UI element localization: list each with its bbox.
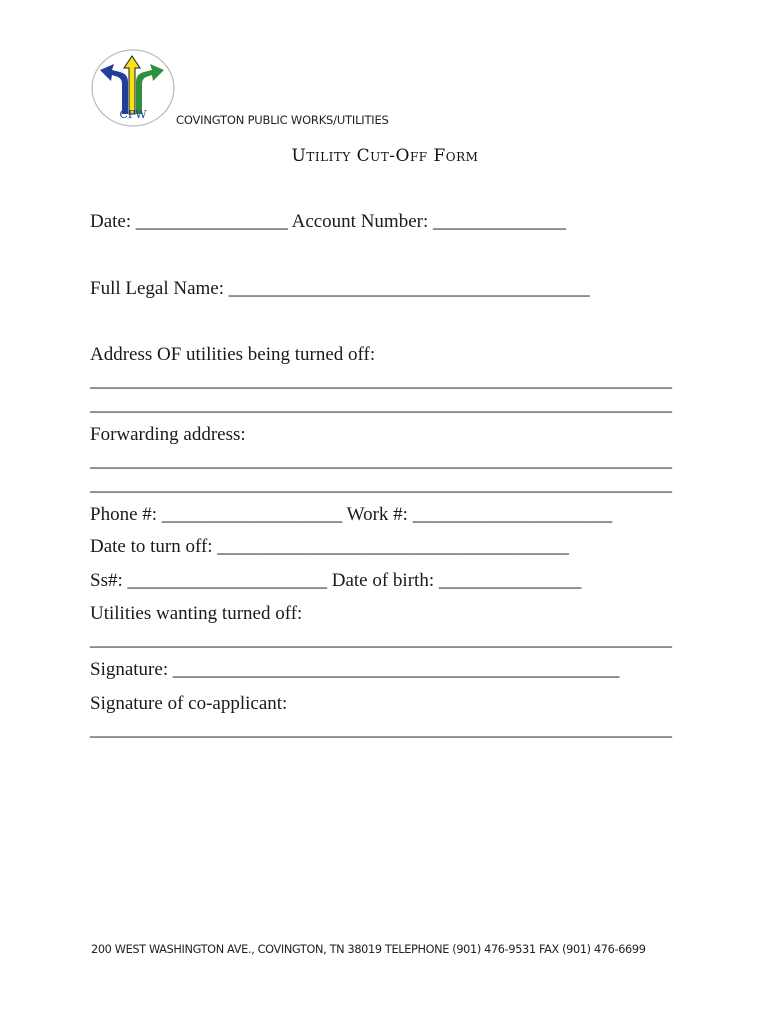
coapplicant-label: Signature of co-applicant: bbox=[90, 693, 288, 714]
ss-dob-line[interactable]: Ss#: _____________________ Date of birth: _______________ bbox=[90, 570, 582, 591]
date-to-turn-off-line[interactable]: Date to turn off: _____________________________________ bbox=[90, 536, 569, 557]
utilities-label: Utilities wanting turned off: bbox=[90, 603, 303, 624]
address-label: Address OF utilities being turned off: bbox=[90, 344, 376, 365]
footer-address: 200 WEST WASHINGTON AVE., COVINGTON, TN 38019 TELEPHONE (901) 476-9531 FAX (901) 476-6699 bbox=[91, 943, 646, 956]
full-legal-name-line[interactable]: Full Legal Name: ______________________________________ bbox=[90, 278, 590, 299]
address-blank-1[interactable]: ______________________________________________________________ bbox=[90, 370, 672, 391]
date-account-line[interactable]: Date: ________________ Account Number: ______________ bbox=[90, 211, 567, 232]
phone-work-line[interactable]: Phone #: ___________________ Work #: _____________________ bbox=[90, 504, 613, 525]
utilities-blank[interactable]: ______________________________________________________________ bbox=[90, 629, 672, 650]
address-blank-2[interactable]: ______________________________________________________________ bbox=[90, 394, 672, 415]
forwarding-address-label: Forwarding address: bbox=[90, 424, 246, 445]
forwarding-blank-1[interactable]: ______________________________________________________________ bbox=[90, 450, 672, 471]
cpw-logo bbox=[90, 48, 176, 128]
organization-name: COVINGTON PUBLIC WORKS/UTILITIES bbox=[176, 113, 389, 127]
signature-line[interactable]: Signature: _______________________________________________ bbox=[90, 659, 620, 680]
logo-lettering: CPW bbox=[119, 108, 147, 121]
coapplicant-blank[interactable]: ______________________________________________________________ bbox=[90, 719, 672, 740]
form-title: Utility Cut-Off Form bbox=[291, 146, 479, 166]
forwarding-blank-2[interactable]: ______________________________________________________________ bbox=[90, 474, 672, 495]
